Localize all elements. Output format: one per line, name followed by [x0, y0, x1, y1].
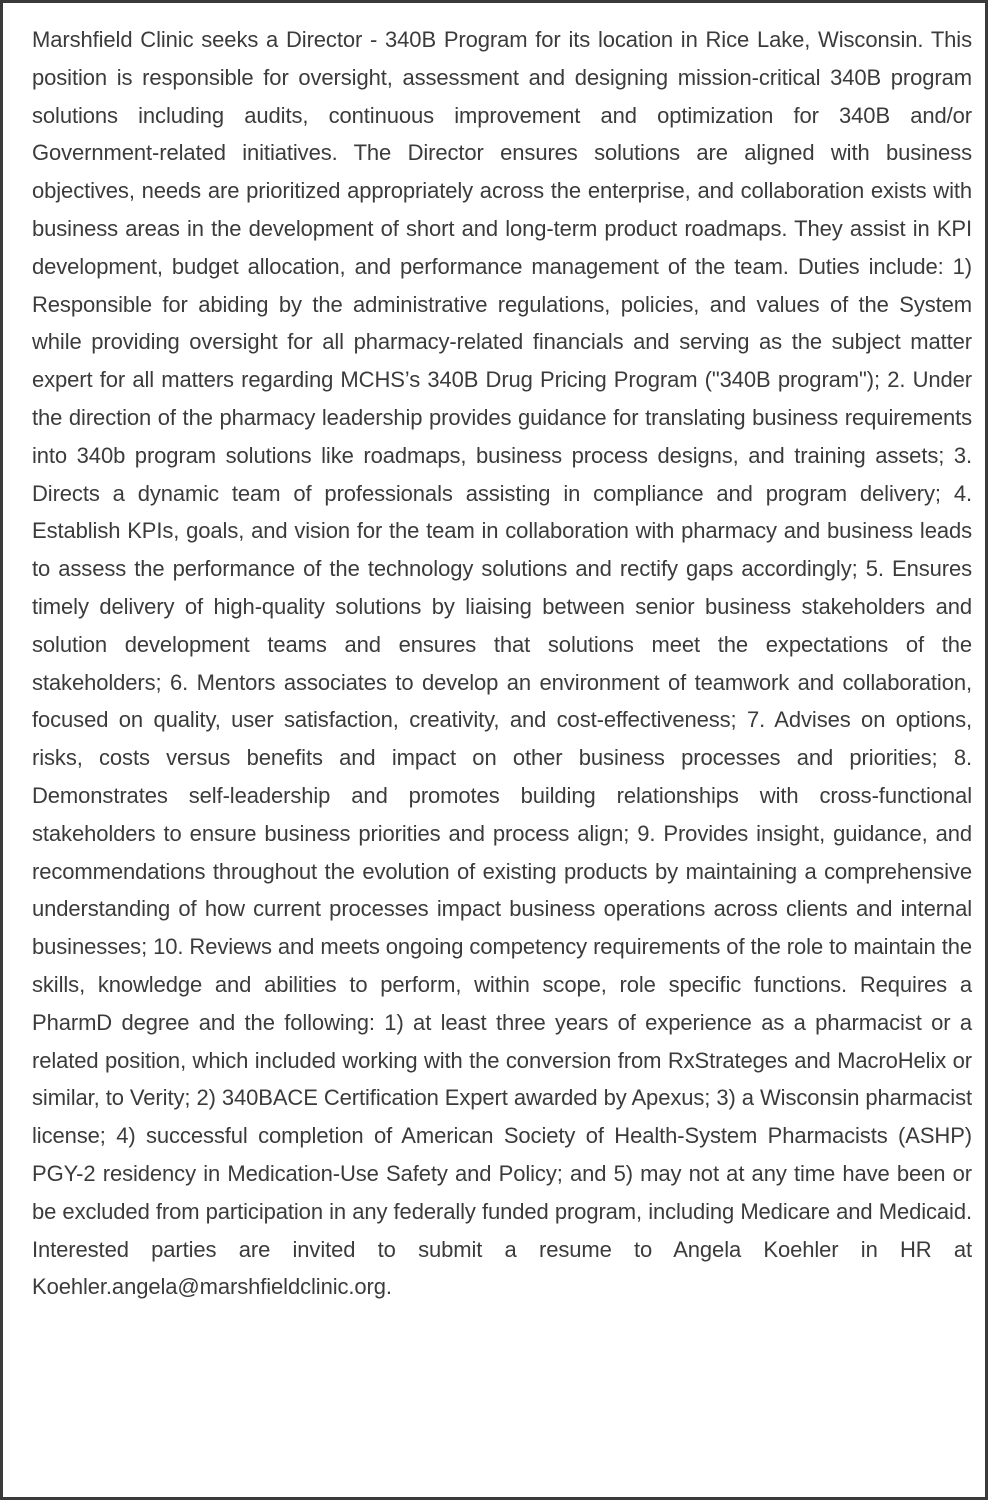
job-ad-body-text: Marshfield Clinic seeks a Director - 340B Program for its location in Rice Lake, Wisconsin. This position is responsible for oversight, assessment and designing mission-critical 340B program solutions including audits, continuous improvement and optimization for 340B and/or Government-related initiatives. The Director ensures solutions are aligned with business objectives, needs are prioritized appropriately across the enterprise, and collaboration exists with business areas in the development of short and long-term product roadmaps. They assist in KPI development, budget allocation, and performance management of the team. Duties include: 1) Responsible for abiding by the administrative regulations, policies, and values of the System while providing oversight for all pharmacy-related financials and serving as the subject matter expert for all matters regarding MCHS’s 340B Drug Pricing Program ("340B program"); 2. Under the direction of the pharmacy leadership provides guidance for translating business requirements into 340b program solutions like roadmaps, business process designs, and training assets; 3. Directs a dynamic team of professionals assisting in compliance and program delivery; 4. Establish KPIs, goals, and vision for the team in collaboration with pharmacy and business leads to assess the performance of the technology solutions and rectify gaps accordingly; 5. Ensures timely delivery of high-quality solutions by liaising between senior business stakeholders and solution development teams and ensures that solutions meet the expectations of the stakeholders; 6. Mentors associates to develop an environment of teamwork and collaboration, focused on quality, user satisfaction, creativity, and cost-effectiveness; 7. Advises on options, risks, costs versus benefits and impact on other business processes and priorities; 8. Demonstrates self-leadership and promotes building relationships with cross-functional stakeholders to ensure business priorities and process align; 9. Provides insight, guidance, and recommendations throughout the evolution of existing products by maintaining a comprehensive understanding of how current processes impact business operations across clients and internal businesses; 10. Reviews and meets ongoing competency requirements of the role to maintain the skills, knowledge and abilities to perform, within scope, role specific functions. Requires a PharmD degree and the following: 1) at least three years of experience as a pharmacist or a related position, which included working with the conversion from RxStrateges and MacroHelix or similar, to Verity; 2) 340BACE Certification Expert awarded by Apexus; 3) a Wisconsin pharmacist license; 4) successful completion of American Society of Health-System Pharmacists (ASHP) PGY-2 residency in Medication-Use Safety and Policy; and 5) may not at any time have been or be excluded from participation in any federally funded program, including Medicare and Medicaid. Interested parties are invited to submit a resume to Angela Koehler in HR at Koehler.angela@marshfieldclinic.org.: [32, 27, 972, 1300]
